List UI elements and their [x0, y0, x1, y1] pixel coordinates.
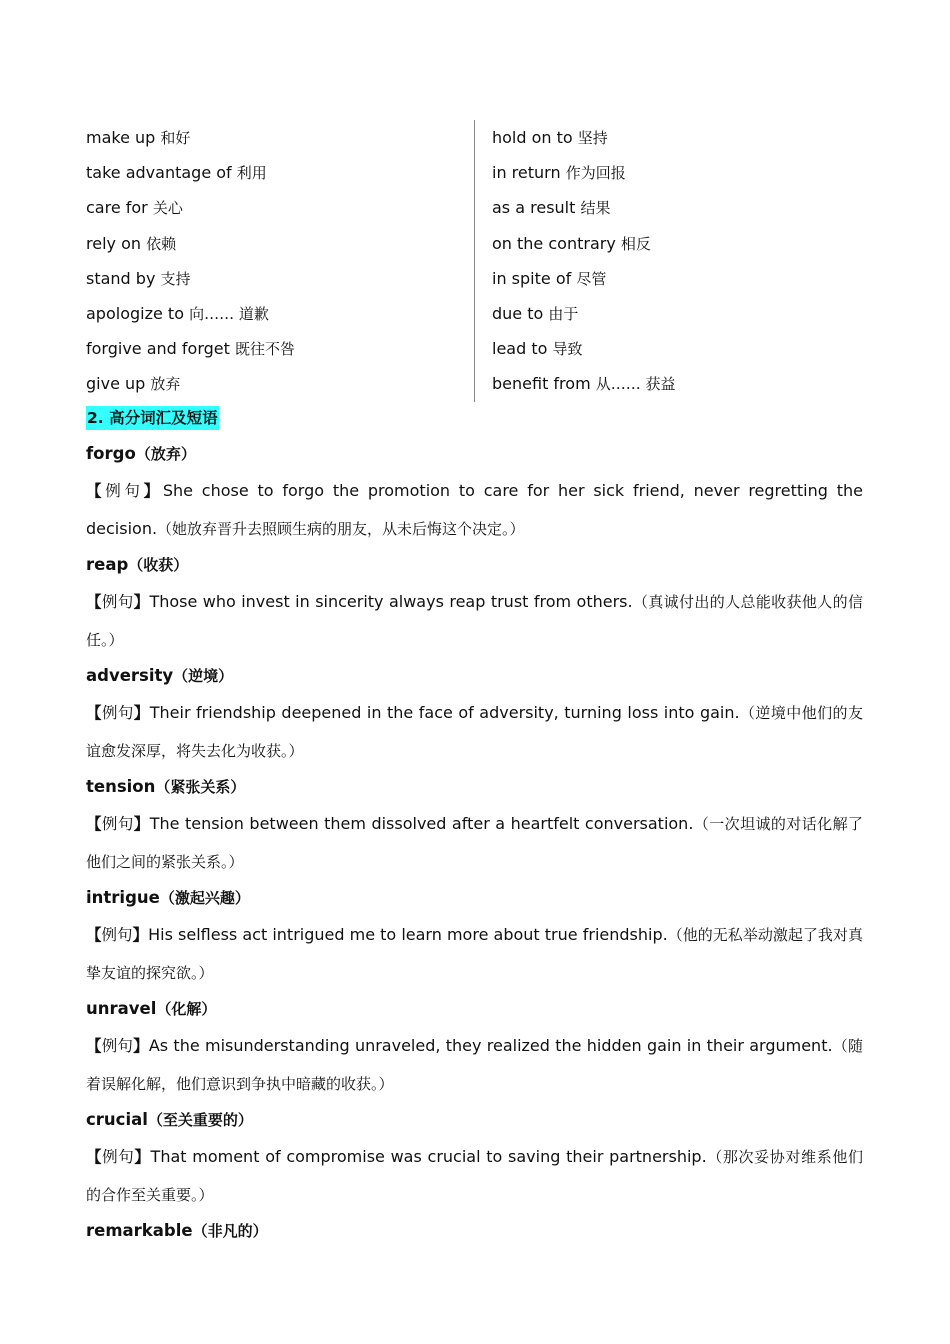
- phrase-item: [492, 296, 862, 331]
- phrase-en: as a result: [492, 198, 576, 218]
- phrase-en: benefit from: [492, 374, 591, 394]
- example-sentence: [86, 1027, 863, 1103]
- vocab-headword: [86, 991, 863, 1027]
- example-tag: 【例句】: [86, 925, 149, 944]
- example-sentence: [86, 583, 863, 659]
- phrase-column-left: [86, 120, 475, 402]
- vocab-word: tension: [86, 777, 156, 796]
- vocab-headword: [86, 769, 863, 805]
- vocab-meaning: （逆境）: [173, 667, 234, 685]
- vocab-meaning: （非凡的）: [192, 1222, 268, 1240]
- vocab-word: intrigue: [86, 888, 160, 907]
- vocab-meaning: （激起兴趣）: [159, 889, 250, 907]
- vocab-headword: [86, 1213, 863, 1249]
- phrase-item: [86, 296, 474, 331]
- example-en: His selfless act intrigued me to learn more about true friendship.: [148, 924, 668, 944]
- vocab-word: reap: [86, 555, 129, 574]
- phrase-zh: 支持: [160, 269, 191, 288]
- vocab-list: [86, 436, 863, 1249]
- phrase-zh: 由于: [548, 304, 579, 323]
- phrase-zh: 和好: [160, 129, 191, 147]
- phrase-zh: 尽管: [576, 269, 607, 288]
- example-sentence: [86, 694, 863, 770]
- phrase-zh: 坚持: [577, 129, 608, 147]
- example-zh: （那次妥协对维系他们的合作至关重要。）: [86, 1147, 863, 1204]
- example-zh: （逆境中他们的友谊愈发深厚，将失去化为收获。）: [86, 703, 863, 760]
- vocab-headword: [86, 436, 863, 472]
- phrase-item: [86, 226, 474, 261]
- example-tag: 【例句】: [86, 703, 150, 722]
- vocab-meaning: （化解）: [156, 1000, 217, 1018]
- phrase-zh: 利用: [236, 164, 267, 183]
- phrase-zh: 向…… 道歉: [189, 304, 269, 323]
- phrase-item: [492, 155, 862, 190]
- vocab-headword: [86, 1102, 863, 1138]
- vocab-word: adversity: [86, 666, 174, 685]
- example-zh: （真诚付出的人总能收获他人的信任。）: [86, 592, 863, 649]
- example-en: As the misunderstanding unraveled, they realized the hidden gain in their argument.: [148, 1035, 833, 1055]
- example-en: The tension between them dissolved after a heartfelt conversation.: [149, 813, 694, 833]
- example-sentence: [86, 472, 863, 548]
- phrase-item: [492, 331, 862, 366]
- phrase-en: hold on to: [492, 128, 573, 147]
- phrase-item: [492, 226, 862, 261]
- phrase-en: in return: [492, 163, 561, 183]
- phrase-en: take advantage of: [86, 163, 232, 183]
- phrase-en: on the contrary: [492, 233, 616, 253]
- phrase-en: in spite of: [492, 268, 572, 288]
- example-tag: 【例句】: [86, 1147, 151, 1166]
- phrase-en: make up: [86, 128, 156, 147]
- phrase-zh: 导致: [552, 340, 583, 359]
- vocab-meaning: （紧张关系）: [155, 778, 246, 796]
- phrase-item: [86, 331, 474, 366]
- phrase-item: [86, 120, 474, 155]
- phrase-en: due to: [492, 303, 544, 323]
- phrase-zh: 关心: [152, 199, 183, 218]
- phrase-item: [86, 366, 474, 401]
- vocab-headword: [86, 880, 863, 916]
- vocab-headword: [86, 658, 863, 694]
- phrase-en: stand by: [86, 268, 156, 288]
- phrase-table: [86, 120, 866, 402]
- example-sentence: [86, 805, 863, 881]
- phrase-column-right: [475, 120, 862, 402]
- phrase-zh: 结果: [580, 199, 611, 218]
- phrase-zh: 作为回报: [565, 164, 626, 183]
- example-tag: 【例句】: [86, 1036, 149, 1055]
- phrase-en: forgive and forget: [86, 339, 230, 359]
- example-tag: 【例句】: [86, 592, 150, 611]
- phrase-item: [86, 261, 474, 296]
- phrase-zh: 依赖: [146, 234, 177, 253]
- phrase-zh: 从…… 获益: [595, 375, 676, 394]
- example-zh: （随着误解化解，他们意识到争执中暗藏的收获。）: [86, 1036, 863, 1093]
- phrase-item: [86, 155, 474, 190]
- example-zh: （一次坦诚的对话化解了他们之间的紧张关系。）: [86, 814, 863, 871]
- example-sentence: [86, 1138, 863, 1214]
- phrase-zh: 放弃: [150, 375, 181, 394]
- example-zh: （她放弃晋升去照顾生病的朋友，从未后悔这个决定。）: [157, 519, 525, 538]
- vocab-word: crucial: [86, 1110, 148, 1129]
- example-tag: 【例句】: [86, 814, 150, 833]
- vocab-meaning: （放弃）: [135, 445, 196, 463]
- example-en: Those who invest in sincerity always reap trust from others.: [149, 591, 633, 611]
- phrase-en: rely on: [86, 233, 141, 253]
- phrase-en: lead to: [492, 339, 548, 359]
- phrase-en: give up: [86, 374, 146, 394]
- example-zh: （他的无私举动激起了我对真挚友谊的探究欲。）: [86, 925, 863, 982]
- vocab-meaning: （至关重要的）: [147, 1111, 253, 1129]
- vocab-meaning: （收获）: [128, 556, 189, 574]
- phrase-item: [492, 120, 862, 155]
- phrase-item: [86, 190, 474, 225]
- phrase-item: [492, 366, 862, 401]
- vocab-word: remarkable: [86, 1221, 193, 1240]
- phrase-item: [492, 190, 862, 225]
- example-sentence: [86, 916, 863, 992]
- example-en: Their friendship deepened in the face of adversity, turning loss into gain.: [149, 702, 740, 722]
- section-heading: 2. 高分词汇及短语: [86, 406, 219, 430]
- vocab-word: forgo: [86, 444, 136, 463]
- phrase-en: apologize to: [86, 303, 184, 323]
- vocab-headword: [86, 547, 863, 583]
- phrase-zh: 相反: [620, 234, 651, 253]
- phrase-en: care for: [86, 198, 148, 218]
- example-en: She chose to forgo the promotion to care for her sick friend, never regretting the decision.: [86, 480, 863, 538]
- example-en: That moment of compromise was crucial to saving their partnership.: [150, 1146, 707, 1166]
- example-tag: 【例句】: [86, 481, 163, 500]
- vocab-word: unravel: [86, 999, 157, 1018]
- phrase-zh: 既往不咎: [235, 340, 296, 359]
- phrase-item: [492, 261, 862, 296]
